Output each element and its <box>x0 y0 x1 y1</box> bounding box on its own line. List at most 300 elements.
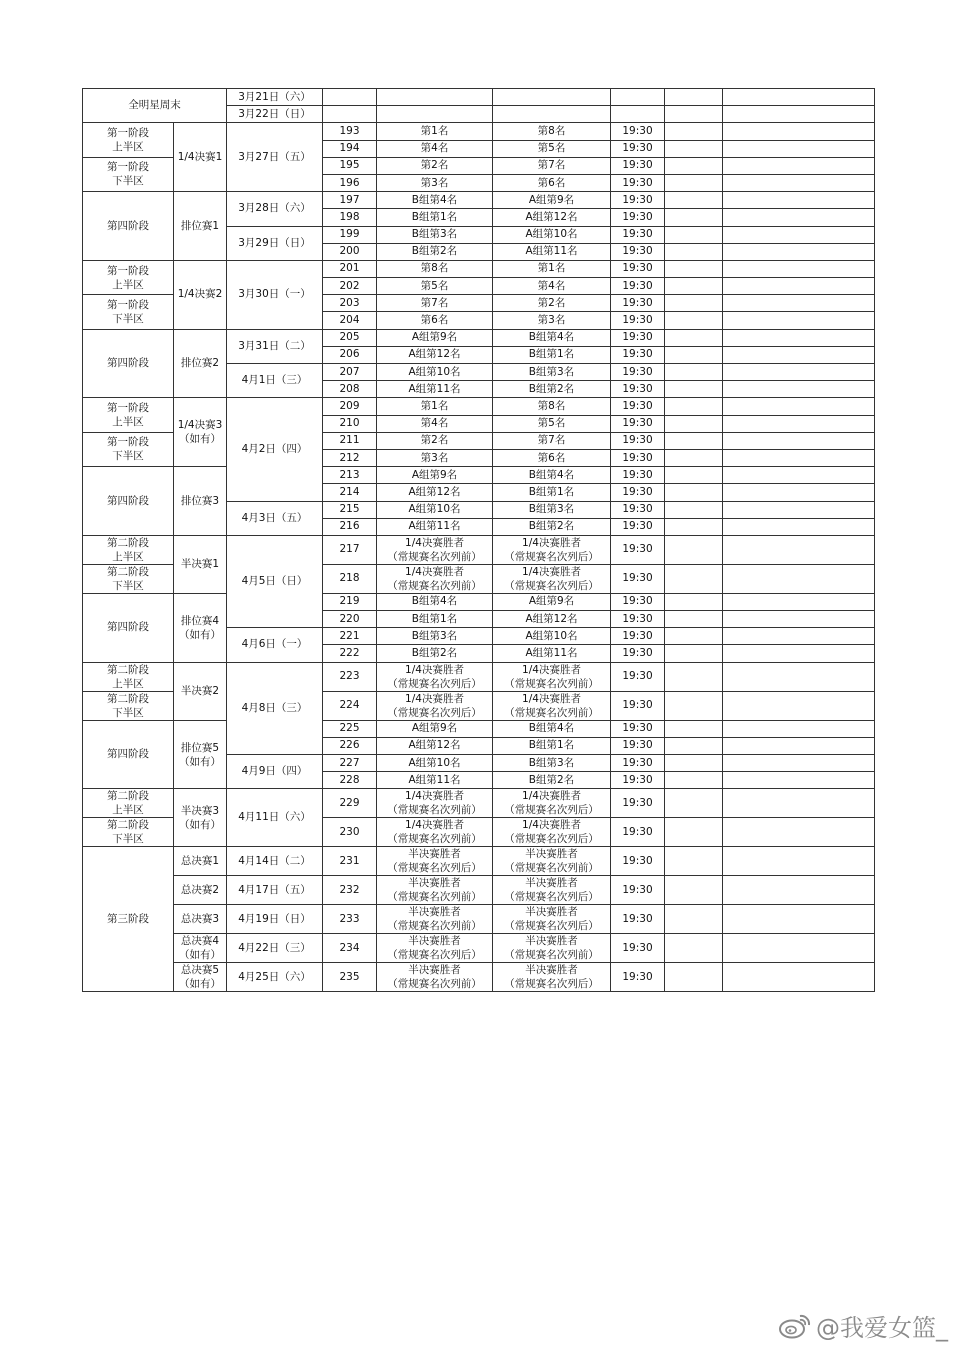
cell-line: 排位赛5 <box>180 741 220 754</box>
table-cell: 总决赛1 <box>174 847 227 876</box>
cell-line: 1/4决赛胜者 <box>522 790 581 803</box>
table-cell <box>377 934 493 963</box>
table-cell <box>493 89 611 106</box>
cell-line: （常规赛名次列后） <box>504 891 599 904</box>
table-cell <box>723 535 875 564</box>
table-cell: 3月22日（日） <box>227 106 323 123</box>
table-cell <box>665 772 723 789</box>
table-cell <box>83 260 174 294</box>
table-cell: 3月30日（一） <box>227 260 323 329</box>
table-cell <box>665 346 723 363</box>
cell-line: （常规赛名次列前） <box>387 804 482 817</box>
table-cell: B组第1名 <box>493 484 611 501</box>
table-cell: A组第12名 <box>377 737 493 754</box>
cell-line: 第一阶段 <box>107 127 149 140</box>
cell-line: 半决赛3 <box>180 804 220 817</box>
table-cell: 4月17日（五） <box>227 876 323 905</box>
table-cell: 4月22日（三） <box>227 934 323 963</box>
table-row <box>83 89 875 106</box>
cell-line: 下半区 <box>112 450 144 463</box>
table-cell <box>377 789 493 818</box>
table-cell: A组第10名 <box>377 364 493 381</box>
table-cell <box>723 432 875 449</box>
table-cell <box>611 89 665 106</box>
table-cell <box>723 123 875 140</box>
table-cell <box>377 662 493 691</box>
table-cell: B组第4名 <box>493 720 611 737</box>
schedule-table <box>82 88 875 992</box>
table-row <box>83 123 875 140</box>
table-cell: 19:30 <box>611 432 665 449</box>
table-cell <box>174 593 227 662</box>
table-cell <box>665 192 723 209</box>
table-cell <box>723 381 875 398</box>
cell-line: 半决赛胜者 <box>525 877 578 890</box>
table-cell <box>723 593 875 610</box>
table-cell <box>83 818 174 847</box>
cell-line: 1/4决赛3 <box>177 419 223 432</box>
table-cell <box>83 535 174 564</box>
table-cell <box>723 501 875 518</box>
table-cell: 第四阶段 <box>83 192 174 261</box>
cell-line: 总决赛5 <box>180 964 220 977</box>
table-cell: 19:30 <box>611 209 665 226</box>
table-cell: 228 <box>323 772 377 789</box>
table-cell: B组第3名 <box>377 226 493 243</box>
table-cell <box>665 174 723 191</box>
table-cell <box>665 789 723 818</box>
table-cell <box>377 963 493 992</box>
table-cell <box>723 662 875 691</box>
table-cell: 第4名 <box>493 278 611 295</box>
table-cell <box>665 278 723 295</box>
table-cell: 223 <box>323 662 377 691</box>
cell-line: 上半区 <box>112 141 144 154</box>
table-cell: 第7名 <box>493 157 611 174</box>
table-cell: 218 <box>323 564 377 593</box>
table-cell: 第8名 <box>377 260 493 277</box>
table-cell: 第7名 <box>493 432 611 449</box>
table-cell <box>174 720 227 789</box>
table-cell: 总决赛3 <box>174 905 227 934</box>
table-cell: B组第2名 <box>493 518 611 535</box>
table-cell: B组第3名 <box>493 755 611 772</box>
table-cell: 4月14日（二） <box>227 847 323 876</box>
table-cell: 19:30 <box>611 818 665 847</box>
table-cell <box>723 564 875 593</box>
table-cell <box>377 89 493 106</box>
table-cell <box>665 381 723 398</box>
table-cell: 第1名 <box>377 398 493 415</box>
cell-line: （常规赛名次列前） <box>504 706 599 719</box>
table-cell: 197 <box>323 192 377 209</box>
table-cell <box>665 818 723 847</box>
table-cell: 3月29日（日） <box>227 226 323 260</box>
table-cell <box>493 963 611 992</box>
table-cell: 199 <box>323 226 377 243</box>
table-cell: 235 <box>323 963 377 992</box>
cell-line: 排位赛4 <box>180 614 220 627</box>
table-cell: 第5名 <box>493 140 611 157</box>
cell-line: 上半区 <box>112 804 144 817</box>
table-cell: 4月25日（六） <box>227 963 323 992</box>
table-cell <box>611 106 665 123</box>
table-cell: B组第3名 <box>377 628 493 645</box>
table-cell: 总决赛2 <box>174 876 227 905</box>
table-cell: B组第4名 <box>493 329 611 346</box>
table-cell: 4月6日（一） <box>227 628 323 662</box>
cell-line: 第二阶段 <box>107 692 149 705</box>
table-cell: A组第11名 <box>377 381 493 398</box>
table-cell: 4月8日（三） <box>227 662 323 754</box>
cell-line: 1/4决赛胜者 <box>405 536 464 549</box>
table-cell: 半决赛1 <box>174 535 227 593</box>
table-cell <box>665 628 723 645</box>
cell-line: （常规赛名次列前） <box>504 949 599 962</box>
table-cell <box>665 260 723 277</box>
table-cell <box>377 535 493 564</box>
table-cell <box>665 593 723 610</box>
table-cell: 196 <box>323 174 377 191</box>
table-cell: A组第11名 <box>493 645 611 662</box>
table-cell <box>665 312 723 329</box>
table-cell <box>723 140 875 157</box>
table-cell: 19:30 <box>611 963 665 992</box>
table-cell <box>665 123 723 140</box>
table-cell: 19:30 <box>611 645 665 662</box>
table-cell: 207 <box>323 364 377 381</box>
table-cell <box>723 611 875 628</box>
table-cell <box>665 106 723 123</box>
table-cell: 202 <box>323 278 377 295</box>
table-cell <box>83 295 174 329</box>
cell-line: 半决赛胜者 <box>525 848 578 861</box>
table-cell <box>723 720 875 737</box>
table-cell <box>83 432 174 466</box>
table-cell: 3月31日（二） <box>227 329 323 363</box>
table-cell: A组第9名 <box>377 329 493 346</box>
table-cell <box>665 501 723 518</box>
table-cell: 4月3日（五） <box>227 501 323 535</box>
table-cell <box>665 535 723 564</box>
table-cell: 第3名 <box>377 174 493 191</box>
table-cell: 229 <box>323 789 377 818</box>
table-cell <box>665 876 723 905</box>
table-cell: 第5名 <box>493 415 611 432</box>
table-cell: 219 <box>323 593 377 610</box>
table-cell: 211 <box>323 432 377 449</box>
table-cell <box>493 789 611 818</box>
cell-line: （常规赛名次列后） <box>504 978 599 991</box>
table-cell: 第6名 <box>377 312 493 329</box>
table-cell <box>174 963 227 992</box>
table-cell <box>723 449 875 466</box>
table-cell: 19:30 <box>611 611 665 628</box>
table-cell <box>83 157 174 191</box>
table-cell <box>665 449 723 466</box>
table-cell <box>83 398 174 432</box>
table-cell <box>493 535 611 564</box>
table-cell: 第四阶段 <box>83 720 174 789</box>
cell-line: （如有） <box>179 433 221 446</box>
table-cell: 19:30 <box>611 691 665 720</box>
table-cell <box>665 484 723 501</box>
cell-line: （如有） <box>179 628 221 641</box>
table-cell: 19:30 <box>611 415 665 432</box>
cell-line: 上半区 <box>112 278 144 291</box>
table-cell <box>665 611 723 628</box>
table-cell <box>174 789 227 847</box>
table-cell: 220 <box>323 611 377 628</box>
table-cell <box>377 847 493 876</box>
table-cell: 4月1日（三） <box>227 364 323 398</box>
cell-line: （常规赛名次列后） <box>504 920 599 933</box>
cell-line: （常规赛名次列前） <box>387 579 482 592</box>
cell-line: 半决赛胜者 <box>525 964 578 977</box>
table-cell <box>665 364 723 381</box>
table-cell: 第四阶段 <box>83 329 174 398</box>
table-cell: 排位赛3 <box>174 467 227 536</box>
table-cell: A组第11名 <box>377 518 493 535</box>
table-cell: 206 <box>323 346 377 363</box>
cell-line: 1/4决赛胜者 <box>405 790 464 803</box>
table-cell <box>723 847 875 876</box>
table-cell <box>665 905 723 934</box>
table-cell <box>723 278 875 295</box>
cell-line: 半决赛胜者 <box>408 877 461 890</box>
table-cell: 204 <box>323 312 377 329</box>
table-cell: 第2名 <box>377 157 493 174</box>
table-cell <box>174 934 227 963</box>
table-cell: 19:30 <box>611 501 665 518</box>
cell-line: （常规赛名次列后） <box>504 804 599 817</box>
cell-line: 1/4决赛胜者 <box>405 692 464 705</box>
table-cell: 19:30 <box>611 174 665 191</box>
table-cell: 排位赛1 <box>174 192 227 261</box>
table-cell <box>377 564 493 593</box>
table-cell: 第3名 <box>493 312 611 329</box>
table-cell: A组第11名 <box>493 243 611 260</box>
table-cell: 第8名 <box>493 398 611 415</box>
cell-line: （常规赛名次列后） <box>504 579 599 592</box>
table-cell: 203 <box>323 295 377 312</box>
table-cell <box>723 645 875 662</box>
table-cell <box>665 398 723 415</box>
table-cell: 19:30 <box>611 847 665 876</box>
table-cell: 19:30 <box>611 535 665 564</box>
table-cell: B组第2名 <box>493 381 611 398</box>
table-row <box>83 329 875 346</box>
cell-line: （常规赛名次列后） <box>387 949 482 962</box>
table-cell <box>723 772 875 789</box>
table-cell: 19:30 <box>611 934 665 963</box>
table-cell: 212 <box>323 449 377 466</box>
table-cell <box>665 467 723 484</box>
table-cell: 209 <box>323 398 377 415</box>
table-cell: B组第4名 <box>377 192 493 209</box>
table-cell <box>723 628 875 645</box>
table-cell: 19:30 <box>611 662 665 691</box>
weibo-icon <box>778 1313 812 1339</box>
table-cell <box>83 691 174 720</box>
table-cell: 第7名 <box>377 295 493 312</box>
table-cell <box>665 140 723 157</box>
table-cell <box>665 755 723 772</box>
table-cell: 217 <box>323 535 377 564</box>
table-cell: 4月2日（四） <box>227 398 323 501</box>
table-cell <box>723 415 875 432</box>
table-cell <box>83 123 174 157</box>
table-cell: 4月9日（四） <box>227 755 323 789</box>
table-cell <box>723 518 875 535</box>
table-cell <box>723 260 875 277</box>
cell-line: 第二阶段 <box>107 819 149 832</box>
table-cell: B组第1名 <box>493 737 611 754</box>
table-cell <box>723 934 875 963</box>
table-cell: 19:30 <box>611 157 665 174</box>
watermark-text: @我爱女篮_ <box>816 1314 948 1342</box>
cell-line: 上半区 <box>112 677 144 690</box>
table-cell <box>665 662 723 691</box>
table-cell: 198 <box>323 209 377 226</box>
table-cell: B组第1名 <box>377 611 493 628</box>
table-cell: A组第10名 <box>377 755 493 772</box>
cell-line: （如有） <box>179 755 221 768</box>
table-cell: 201 <box>323 260 377 277</box>
cell-line: 第一阶段 <box>107 436 149 449</box>
cell-line: 总决赛4 <box>180 935 220 948</box>
table-cell: 213 <box>323 467 377 484</box>
table-cell: 233 <box>323 905 377 934</box>
table-cell: 19:30 <box>611 243 665 260</box>
table-cell <box>723 329 875 346</box>
table-cell: 19:30 <box>611 755 665 772</box>
table-cell <box>665 934 723 963</box>
cell-line: 上半区 <box>112 550 144 563</box>
cell-line: （常规赛名次列前） <box>387 550 482 563</box>
table-cell: 19:30 <box>611 260 665 277</box>
table-cell <box>665 518 723 535</box>
table-cell <box>493 876 611 905</box>
table-cell <box>723 226 875 243</box>
cell-line: 1/4决赛胜者 <box>405 565 464 578</box>
table-cell: 19:30 <box>611 628 665 645</box>
table-cell: A组第12名 <box>493 611 611 628</box>
table-cell: 19:30 <box>611 789 665 818</box>
table-cell: B组第3名 <box>493 501 611 518</box>
table-cell: 231 <box>323 847 377 876</box>
cell-line: （常规赛名次列前） <box>387 920 482 933</box>
cell-line: 1/4决赛胜者 <box>522 663 581 676</box>
table-cell <box>723 755 875 772</box>
table-cell: 234 <box>323 934 377 963</box>
table-cell: 4月19日（日） <box>227 905 323 934</box>
table-cell <box>665 847 723 876</box>
table-cell: 第2名 <box>377 432 493 449</box>
table-cell: B组第1名 <box>493 346 611 363</box>
table-cell <box>83 662 174 691</box>
table-cell: 第5名 <box>377 278 493 295</box>
table-cell <box>723 737 875 754</box>
table-cell: 3月28日（六） <box>227 192 323 226</box>
cell-line: 下半区 <box>112 175 144 188</box>
table-cell: 19:30 <box>611 484 665 501</box>
table-cell: A组第9名 <box>377 467 493 484</box>
table-cell: A组第9名 <box>493 593 611 610</box>
table-cell: 半决赛2 <box>174 662 227 720</box>
table-cell <box>665 329 723 346</box>
table-cell: 19:30 <box>611 772 665 789</box>
table-cell <box>723 876 875 905</box>
table-cell <box>723 691 875 720</box>
table-cell: 210 <box>323 415 377 432</box>
table-cell <box>723 346 875 363</box>
table-cell: 1/4决赛2 <box>174 260 227 329</box>
table-cell <box>377 876 493 905</box>
cell-line: 半决赛胜者 <box>408 906 461 919</box>
table-cell: 224 <box>323 691 377 720</box>
table-cell <box>493 662 611 691</box>
cell-line: 第一阶段 <box>107 402 149 415</box>
table-cell <box>723 818 875 847</box>
table-cell <box>665 720 723 737</box>
table-cell: 19:30 <box>611 295 665 312</box>
cell-line: 第二阶段 <box>107 790 149 803</box>
table-cell: 19:30 <box>611 905 665 934</box>
table-cell <box>323 106 377 123</box>
table-cell: 第6名 <box>493 449 611 466</box>
table-cell <box>723 209 875 226</box>
table-cell <box>665 415 723 432</box>
table-cell: 19:30 <box>611 278 665 295</box>
cell-line: 上半区 <box>112 416 144 429</box>
table-cell: 194 <box>323 140 377 157</box>
table-row <box>83 398 875 415</box>
table-cell <box>665 963 723 992</box>
table-cell <box>493 106 611 123</box>
table-cell <box>723 295 875 312</box>
table-cell <box>665 737 723 754</box>
table-cell: A组第12名 <box>493 209 611 226</box>
table-cell <box>493 818 611 847</box>
table-cell <box>377 905 493 934</box>
table-cell: 19:30 <box>611 398 665 415</box>
cell-line: 第二阶段 <box>107 536 149 549</box>
table-cell: 19:30 <box>611 226 665 243</box>
table-cell: 19:30 <box>611 564 665 593</box>
table-cell <box>323 89 377 106</box>
table-cell <box>665 157 723 174</box>
table-cell: 221 <box>323 628 377 645</box>
table-cell: 第三阶段 <box>83 847 174 992</box>
cell-line: 1/4决赛胜者 <box>405 819 464 832</box>
table-cell: 19:30 <box>611 140 665 157</box>
cell-line: 下半区 <box>112 312 144 325</box>
table-cell: A组第9名 <box>493 192 611 209</box>
table-cell: 19:30 <box>611 312 665 329</box>
table-cell: B组第2名 <box>377 645 493 662</box>
table-cell: A组第11名 <box>377 772 493 789</box>
table-cell <box>665 226 723 243</box>
table-cell: 216 <box>323 518 377 535</box>
cell-line: （常规赛名次列前） <box>387 978 482 991</box>
table-cell <box>665 89 723 106</box>
table-cell: 205 <box>323 329 377 346</box>
table-cell <box>665 209 723 226</box>
table-cell: 第8名 <box>493 123 611 140</box>
table-cell: 排位赛2 <box>174 329 227 398</box>
table-cell: A组第9名 <box>377 720 493 737</box>
